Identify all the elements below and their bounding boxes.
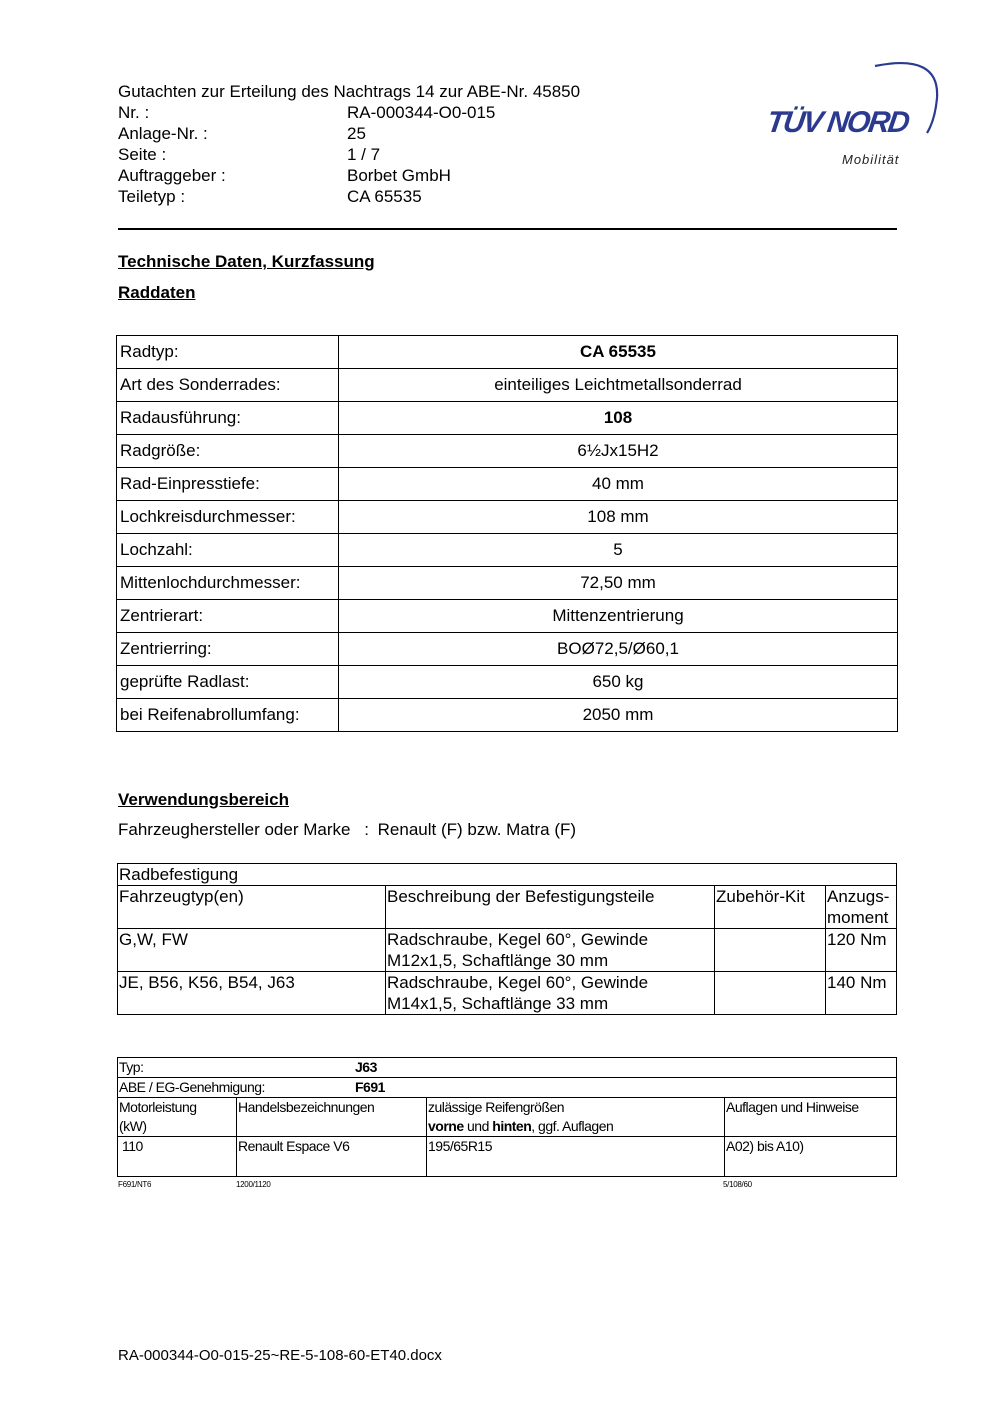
cell-desc-line2: M14x1,5, Schaftlänge 33 mm (387, 994, 609, 1013)
row-label: geprüfte Radlast: (117, 666, 339, 699)
row-value: 6½Jx15H2 (339, 435, 898, 468)
header-row-anlage (118, 123, 580, 144)
manufacturer-label: Fahrzeughersteller oder Marke (118, 820, 351, 839)
col-header-handel: Handelsbezeichnungen (237, 1098, 427, 1137)
footer-filename: RA-000344-O0-015-25~RE-5-108-60-ET40.docx (118, 1347, 442, 1364)
header-value: 25 (347, 124, 366, 143)
section-heading-raddaten: Raddaten (118, 283, 196, 302)
table-row (117, 534, 898, 567)
col-header-reifen-line1: zulässige Reifengrößen (428, 1099, 565, 1115)
row-value: 108 (339, 402, 898, 435)
row-label: bei Reifenabrollumfang: (117, 699, 339, 732)
raddaten-table (116, 335, 898, 732)
document-title: Gutachten zur Erteilung des Nachtrags 14 zur ABE-Nr. 45850 (118, 82, 581, 101)
cell-torque: 140 Nm (826, 972, 897, 1015)
document-header (118, 81, 580, 207)
row-label: Lochzahl: (117, 534, 339, 567)
table-row (117, 600, 898, 633)
cell-kit (715, 929, 826, 972)
cell-kw-value: 110 (122, 1138, 143, 1154)
header-label: Seite : (118, 145, 167, 164)
row-label: Radgröße: (117, 435, 339, 468)
table-row (117, 402, 898, 435)
table-row (117, 633, 898, 666)
table-row (117, 468, 898, 501)
row-value: einteiliges Leichtmetallsonderrad (339, 369, 898, 402)
table-row (118, 929, 897, 972)
col-header-motor-line2: (kW) (119, 1118, 147, 1134)
col-header-torque-line2: moment (827, 908, 889, 927)
header-label: Anlage-Nr. : (118, 124, 208, 143)
abe-cell (118, 1078, 897, 1098)
row-value: Mittenzentrierung (339, 600, 898, 633)
header-row-teiletyp (118, 186, 580, 207)
typ-label: Typ: (119, 1059, 144, 1075)
header-value: 1 / 7 (347, 145, 381, 164)
reifen-und: und (463, 1118, 493, 1134)
col-header-kit: Zubehör-Kit (715, 886, 826, 929)
code-middle: 1200/1120 (236, 1180, 271, 1189)
reifen-rest: , ggf. Auflagen (531, 1118, 614, 1134)
row-value: 650 kg (339, 666, 898, 699)
abe-label: ABE / EG-Genehmigung: (119, 1079, 265, 1095)
section-heading-tech: Technische Daten, Kurzfassung (118, 252, 375, 271)
radbefestigung-table (117, 863, 897, 1015)
table-row (118, 972, 897, 1015)
col-header-torque (826, 886, 897, 929)
code-right: 5/108/60 (723, 1180, 752, 1189)
col-header-reifen-line2 (428, 1117, 723, 1136)
reifen-vorne: vorne (428, 1118, 464, 1134)
col-header-types: Fahrzeugtyp(en) (118, 886, 386, 929)
row-value: BOØ72,5/Ø60,1 (339, 633, 898, 666)
table-row (117, 666, 898, 699)
header-label: Teiletyp : (118, 187, 186, 206)
row-label: Radausführung: (117, 402, 339, 435)
manufacturer-separator: : (364, 820, 369, 839)
col-header-motor (118, 1098, 237, 1137)
header-label: Auftraggeber : (118, 166, 226, 185)
table-row (117, 336, 898, 369)
col-header-desc: Beschreibung der Befestigungsteile (386, 886, 715, 929)
header-label: Nr. : (118, 103, 150, 122)
code-left: F691/NT6 (118, 1180, 152, 1189)
section-heading-verwendung: Verwendungsbereich (118, 790, 289, 809)
typ-row (118, 1058, 897, 1078)
table-title-row (118, 864, 897, 886)
header-value: CA 65535 (347, 187, 422, 206)
table-row (117, 567, 898, 600)
row-label: Rad-Einpresstiefe: (117, 468, 339, 501)
col-header-reifen (427, 1098, 725, 1137)
header-value: RA-000344-O0-015 (347, 103, 496, 122)
table-title: Radbefestigung (118, 864, 897, 886)
table-row (117, 699, 898, 732)
col-header-torque-line1: Anzugs- (827, 887, 890, 906)
table-header-row (118, 886, 897, 929)
logo-subtitle: Mobilität (842, 152, 900, 167)
typ-header-row (118, 1098, 897, 1137)
row-label: Radtyp: (117, 336, 339, 369)
row-value: 40 mm (339, 468, 898, 501)
row-label: Art des Sonderrades: (117, 369, 339, 402)
row-value: 5 (339, 534, 898, 567)
header-row-nr (118, 102, 580, 123)
typ-table (117, 1057, 897, 1177)
tuev-nord-logo: TÜV NORD (764, 106, 911, 139)
header-value: Borbet GmbH (347, 166, 451, 185)
cell-name: Renault Espace V6 (237, 1137, 427, 1177)
row-value: CA 65535 (339, 336, 898, 369)
cell-auflagen: A02) bis A10) (725, 1137, 897, 1177)
table-row (117, 501, 898, 534)
cell-desc-line1: Radschraube, Kegel 60°, Gewinde (387, 930, 649, 949)
table-row (117, 435, 898, 468)
cell-desc-line1: Radschraube, Kegel 60°, Gewinde (387, 973, 649, 992)
manufacturer-value: Renault (F) bzw. Matra (F) (377, 820, 577, 839)
col-header-auflagen: Auflagen und Hinweise (725, 1098, 897, 1137)
cell-kw (118, 1137, 237, 1177)
row-label: Zentrierring: (117, 633, 339, 666)
row-label: Zentrierart: (117, 600, 339, 633)
table-row (117, 369, 898, 402)
row-label: Mittenlochdurchmesser: (117, 567, 339, 600)
manufacturer-line (118, 820, 576, 840)
typ-value: J63 (355, 1059, 377, 1075)
cell-desc (386, 929, 715, 972)
cell-tyre: 195/65R15 (427, 1137, 725, 1177)
cell-kit (715, 972, 826, 1015)
row-label: Lochkreisdurchmesser: (117, 501, 339, 534)
abe-value: F691 (355, 1079, 385, 1095)
header-row-auftraggeber (118, 165, 580, 186)
typ-cell (118, 1058, 897, 1078)
reifen-hinten: hinten (492, 1118, 532, 1134)
table-row (118, 1137, 897, 1177)
row-value: 2050 mm (339, 699, 898, 732)
cell-types: G,W, FW (118, 929, 386, 972)
cell-desc (386, 972, 715, 1015)
cell-desc-line2: M12x1,5, Schaftlänge 30 mm (387, 951, 609, 970)
header-row-seite (118, 144, 580, 165)
header-divider (118, 228, 897, 230)
abe-row (118, 1078, 897, 1098)
cell-types: JE, B56, K56, B54, J63 (118, 972, 386, 1015)
col-header-motor-line1: Motorleistung (119, 1099, 197, 1115)
cell-torque: 120 Nm (826, 929, 897, 972)
row-value: 108 mm (339, 501, 898, 534)
row-value: 72,50 mm (339, 567, 898, 600)
